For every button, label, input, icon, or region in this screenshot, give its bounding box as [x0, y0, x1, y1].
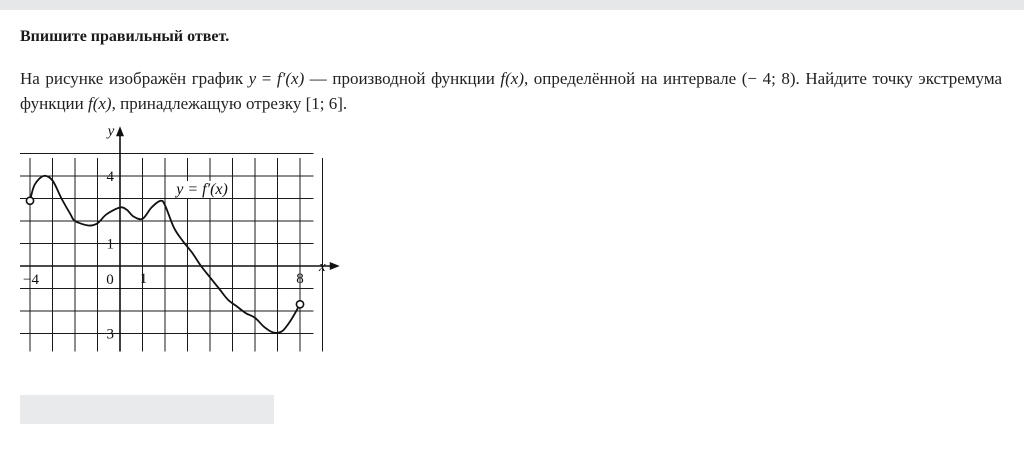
question-part-3: , определённой на интервале (− 4; 8). Найдите точку экстремума функции [20, 69, 1003, 113]
tick-label-x: 0 [106, 272, 114, 288]
curve-label: y = f′(x) [176, 181, 228, 198]
question-part-4: , принадлежащую отрезку [1; 6]. [111, 94, 348, 113]
tick-label-x: 8 [296, 271, 304, 287]
tick-label-x: −4 [23, 272, 39, 288]
x-axis-label: x [319, 259, 326, 275]
graph-svg [20, 115, 340, 360]
x-axis-arrow [330, 262, 340, 270]
tick-label-y: 1 [106, 236, 114, 253]
function-name-2: f(x) [88, 94, 112, 113]
question-part-2: — производной функции [304, 69, 501, 88]
tick-label-x: 1 [139, 271, 148, 287]
open-endpoint [296, 301, 303, 308]
y-axis-arrow [116, 126, 124, 136]
eq-fprime: f′(x) [276, 69, 305, 88]
top-bar [0, 0, 1024, 10]
tick-labels [23, 123, 326, 342]
tick-label-y: −3 [98, 326, 114, 343]
eq-y: y [248, 69, 257, 88]
derivative-graph [20, 115, 340, 360]
eq-sign: = [256, 69, 277, 88]
question-part-1: На рисунке изображён график [20, 69, 249, 88]
tick-label-y: 4 [106, 169, 114, 185]
y-axis-label: y [107, 123, 115, 140]
question-text [20, 66, 1002, 116]
open-endpoint [26, 197, 33, 204]
function-name: f(x) [500, 69, 524, 88]
grid [20, 154, 323, 352]
instruction-heading: Впишите правильный ответ. [20, 28, 230, 45]
answer-input[interactable] [20, 395, 274, 424]
